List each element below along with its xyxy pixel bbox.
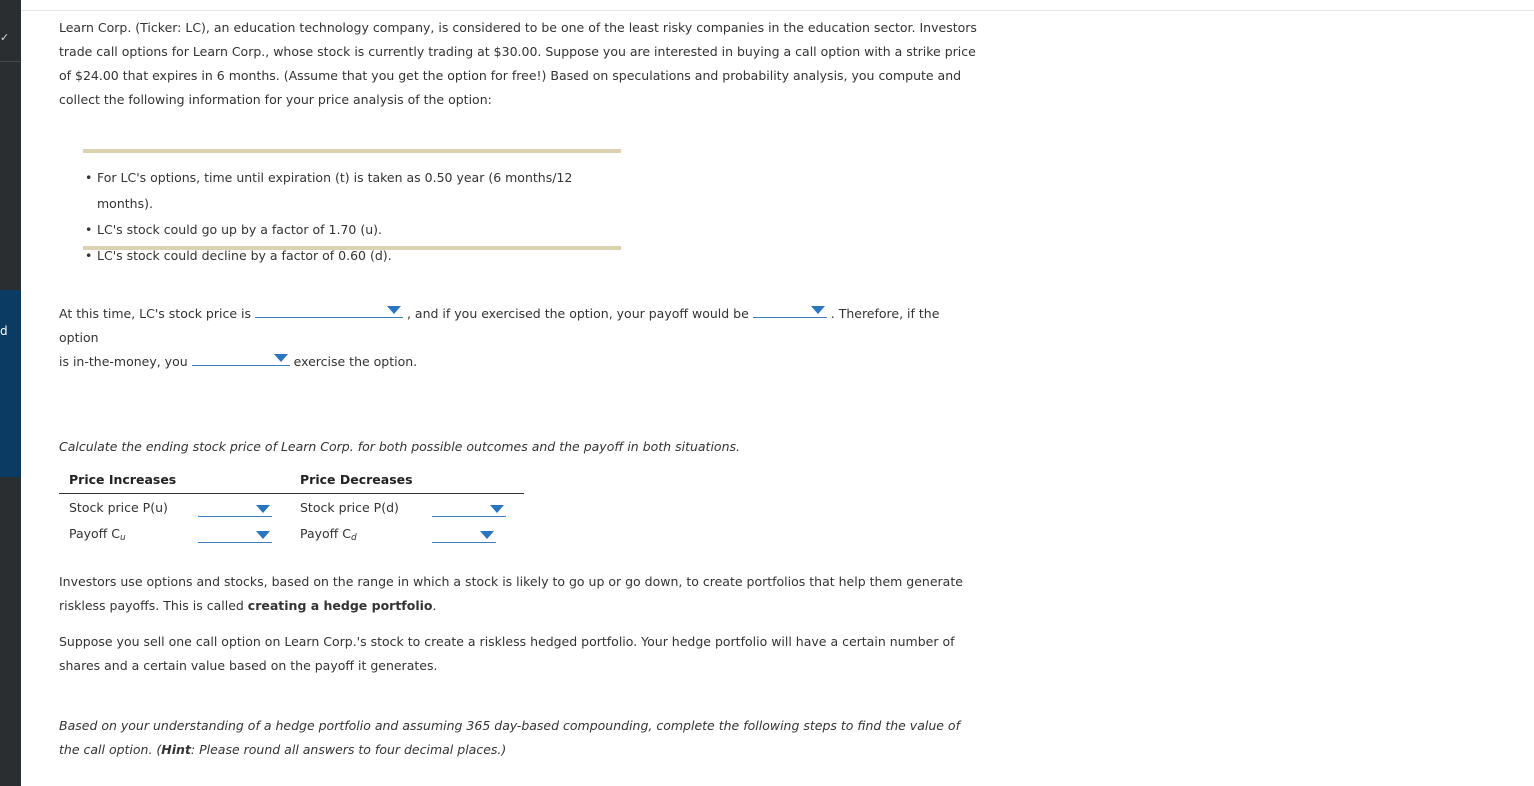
label-payoff-down [300,526,357,543]
chevron-down-icon [811,306,825,314]
info-box [83,149,621,263]
question-paragraph [59,302,979,374]
info-item-down-factor: • LC's stock could decline by a factor of 0.60 (d). [97,243,621,269]
left-sidebar [0,0,21,786]
table-header-rule [59,493,524,494]
info-list [83,165,621,269]
sidebar-active-section[interactable] [0,290,21,477]
chevron-down-icon [480,531,494,539]
payoff-down-text: Payoff C [300,526,351,541]
hedge-line-2-pre: riskless payoffs. This is called [59,598,248,613]
stock-price-up-dropdown[interactable] [198,501,272,517]
chevron-down-icon [490,505,504,513]
info-item-time: • For LC's options, time until expiration (t) is taken as 0.50 year (6 months/12 months). [97,165,621,217]
sidebar-divider [0,61,21,62]
question-text-4: is in-the-money, you [59,354,188,369]
hedge-term: creating a hedge portfolio [247,598,433,613]
top-divider [21,10,1534,11]
intro-paragraph: Learn Corp. (Ticker: LC), an education technology company, is considered to be one of the least risky companies in the education sector. Investors trade call options for Learn Corp., whose stock is currently trading at $30.00. Suppose you are interested in buying a call option with a strike price of $24.00 that expires in 6 months. (Assume that you get the option for free!) Based on speculations and probability analysis, you compute and collect the following information for your price analysis of the option: [59,20,977,107]
question-text-2: , and if you exercised the option, your payoff would be [406,306,749,321]
question-text-1: At this time, LC's stock price is [59,306,252,321]
label-stock-price-up: Stock price P(u) [69,500,168,515]
header-price-increases: Price Increases [69,472,177,487]
label-stock-price-down: Stock price P(d) [300,500,399,515]
payoff-dropdown[interactable] [753,302,827,318]
chevron-down-icon [274,354,288,362]
hedge-line-2-post: . [432,598,437,613]
question-text-3: . Therefore, if the option [59,306,940,345]
hint-text: : Please round all answers to four decimal places.) [190,742,507,757]
exercise-decision-dropdown[interactable] [192,350,290,366]
hint-label: Hint [161,742,191,757]
stock-price-dropdown[interactable] [255,302,403,318]
chevron-down-icon [256,531,270,539]
info-item-up-factor: • LC's stock could go up by a factor of 1.70 (u). [97,217,621,243]
header-price-decreases: Price Decreases [300,472,413,487]
payoff-down-dropdown[interactable] [432,527,496,543]
hedge-paragraph [59,570,979,618]
payoff-down-subscript: d [351,533,357,543]
hedge-line-1: Investors use options and stocks, based on the range in which a stock is likely to go up or go down, to create portfolios that help them generate [59,574,963,589]
steps-paragraph [59,714,979,762]
sidebar-letter: d [0,324,8,338]
calc-instruction: Calculate the ending stock price of Learn Corp. for both possible outcomes and the payoff in both situations. [59,439,740,454]
check-icon[interactable]: ✓ [0,31,10,44]
question-text-5: exercise the option. [293,354,418,369]
payoff-up-dropdown[interactable] [198,527,272,543]
chevron-down-icon [387,306,401,314]
label-payoff-up [69,526,126,543]
stock-price-down-dropdown[interactable] [432,501,506,517]
suppose-paragraph: Suppose you sell one call option on Learn Corp.'s stock to create a riskless hedged portfolio. Your hedge portfolio will have a certain number of shares and a certain value based on the payoff it generates. [59,634,955,673]
chevron-down-icon [256,505,270,513]
payoff-up-text: Payoff C [69,526,120,541]
steps-text: Based on your understanding of a hedge portfolio and assuming 365 day-based compounding, complete the following steps to find the value of the call option. ( [59,718,960,757]
payoff-up-subscript: u [120,533,126,543]
